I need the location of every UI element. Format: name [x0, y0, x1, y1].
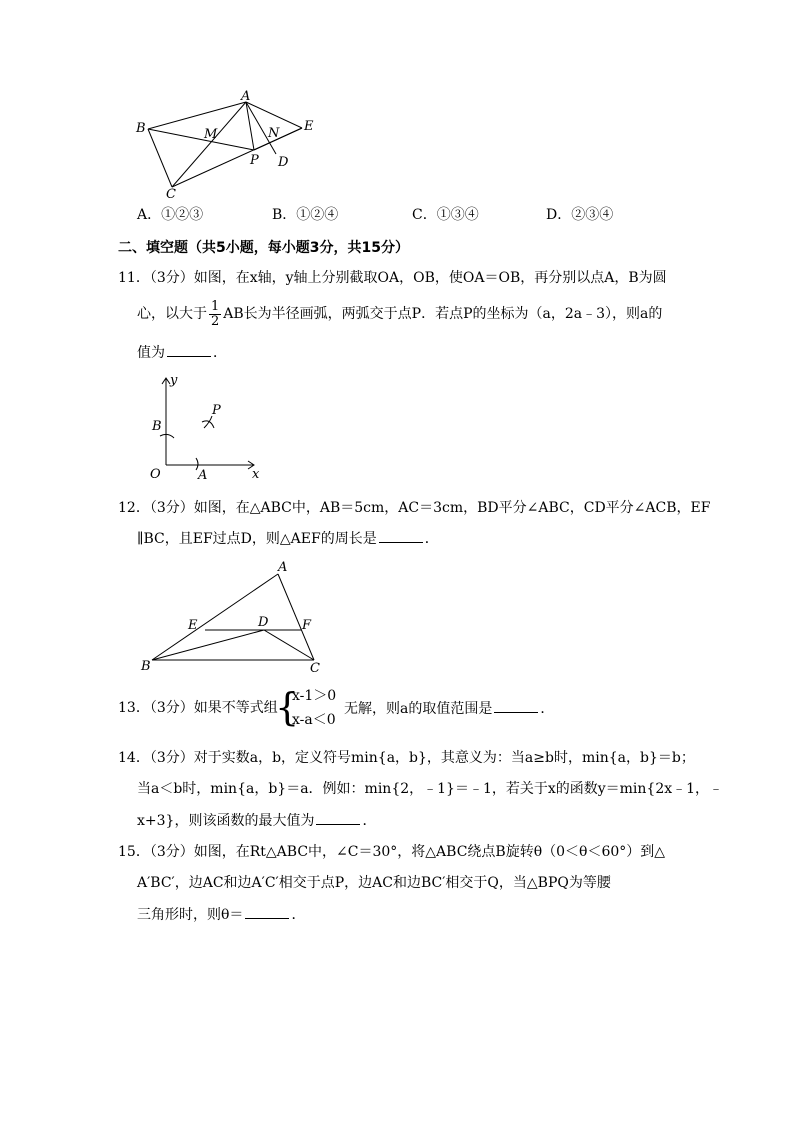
fig3-label-e: E: [188, 618, 198, 633]
fig3-label-f: F: [302, 618, 312, 633]
q14-line3-a: x+3}，则该函数的最大值为: [137, 813, 315, 829]
q13-inequality-1: x-1＞0: [292, 688, 337, 704]
fig2-label-y: y: [170, 373, 178, 388]
option-c: C．①③④: [412, 207, 479, 223]
q13-suffix-b: ．: [540, 701, 555, 717]
q12-line2-b: ．: [424, 531, 439, 547]
fig1-label-b: B: [136, 121, 146, 136]
q14-line1: 14．（3分）对于实数a，b，定义符号min{a，b}，其意义为：当a≥b时，min{a，b}＝b；: [118, 750, 695, 766]
q13-inequality-2: x-a＜0: [292, 712, 336, 728]
fig1-label-m: M: [204, 127, 218, 142]
q12-line1: 12．（3分）如图，在△ABC中，AB＝5cm，AC＝3cm，BD平分∠ABC，CD平分∠ACB，EF: [118, 500, 711, 516]
fig1-label-p: P: [250, 153, 259, 168]
option-d: D．②③④: [546, 207, 614, 223]
q14-answer-blank: [316, 810, 360, 825]
q13-brace: {: [275, 685, 300, 729]
q11-line1: 11．（3分）如图，在x轴，y轴上分别截取OA，OB，使OA＝OB，再分别以点A，B为圆: [118, 270, 667, 286]
q14-line2: 当a＜b时，min{a，b}＝a．例如：min{2，﹣1}＝﹣1，若关于x的函数y＝min{2x﹣1，﹣: [137, 781, 724, 797]
q13-answer-blank: [494, 698, 538, 713]
option-a: A．①②③: [137, 207, 204, 223]
figure-triangle-abc: [138, 556, 338, 674]
q13-prefix: 13．（3分）如果不等式组: [118, 700, 278, 716]
fig3-label-a: A: [278, 560, 288, 575]
q11-line3: [137, 342, 227, 363]
q11-line3-b: ．: [213, 345, 227, 361]
q15-line2: A′BC′，边AC和边A′C′相交于点P，边AC和边BC′相交于Q，当△BPQ为等腰: [137, 875, 611, 891]
section-title: 二、填空题（共5小题，每小题3分，共15分）: [118, 240, 409, 256]
q11-frac-den: 2: [211, 313, 220, 329]
q11-frac-num: 1: [211, 298, 220, 314]
q13-suffix-a: 无解，则a的取值范围是: [344, 701, 493, 717]
fig3-label-c: C: [310, 661, 320, 676]
q11-line2-b: AB长为半径画弧，两弧交于点P．若点P的坐标为（a，2a﹣3），则a的: [223, 306, 663, 322]
fig2-label-a: A: [198, 468, 208, 483]
q11-line2-a: 心，以大于: [137, 306, 207, 322]
q13-suffix: [344, 698, 554, 719]
q11-answer-blank: [167, 342, 211, 357]
fig3-label-d: D: [258, 615, 269, 630]
fig1-label-a: A: [241, 89, 251, 104]
q15-line3: [137, 904, 305, 925]
q12-line2: [137, 528, 439, 549]
fig1-label-n: N: [268, 126, 280, 141]
figure-coordinate-axes: [140, 372, 270, 482]
q12-answer-blank: [379, 528, 423, 543]
fig1-label-e: E: [304, 119, 314, 134]
fig2-label-p: P: [212, 403, 221, 418]
q11-line3-a: 值为: [137, 345, 165, 361]
q12-line2-a: ∥BC，且EF过点D，则△AEF的周长是: [137, 531, 377, 547]
fig1-label-c: C: [166, 187, 176, 202]
fig2-label-x: x: [252, 467, 260, 482]
fig1-label-d: D: [278, 155, 289, 170]
q15-line1: 15．（3分）如图，在Rt△ABC中，∠C＝30°，将△ABC绕点B旋转θ（0＜θ＜60°）到△: [118, 844, 666, 860]
fig3-label-b: B: [141, 659, 151, 674]
fig2-label-b: B: [152, 419, 162, 434]
fig2-label-o: O: [150, 467, 161, 482]
q14-line3-b: ．: [362, 813, 377, 829]
q15-line3-b: ．: [291, 907, 306, 923]
q11-fraction: [209, 300, 221, 329]
q15-line3-a: 三角形时，则θ＝: [137, 907, 244, 923]
q11-line2: [137, 298, 662, 330]
q14-line3: [137, 810, 376, 831]
figure-quadrilateral: [130, 89, 330, 202]
q15-answer-blank: [245, 904, 289, 919]
option-b: B．①②④: [272, 207, 339, 223]
